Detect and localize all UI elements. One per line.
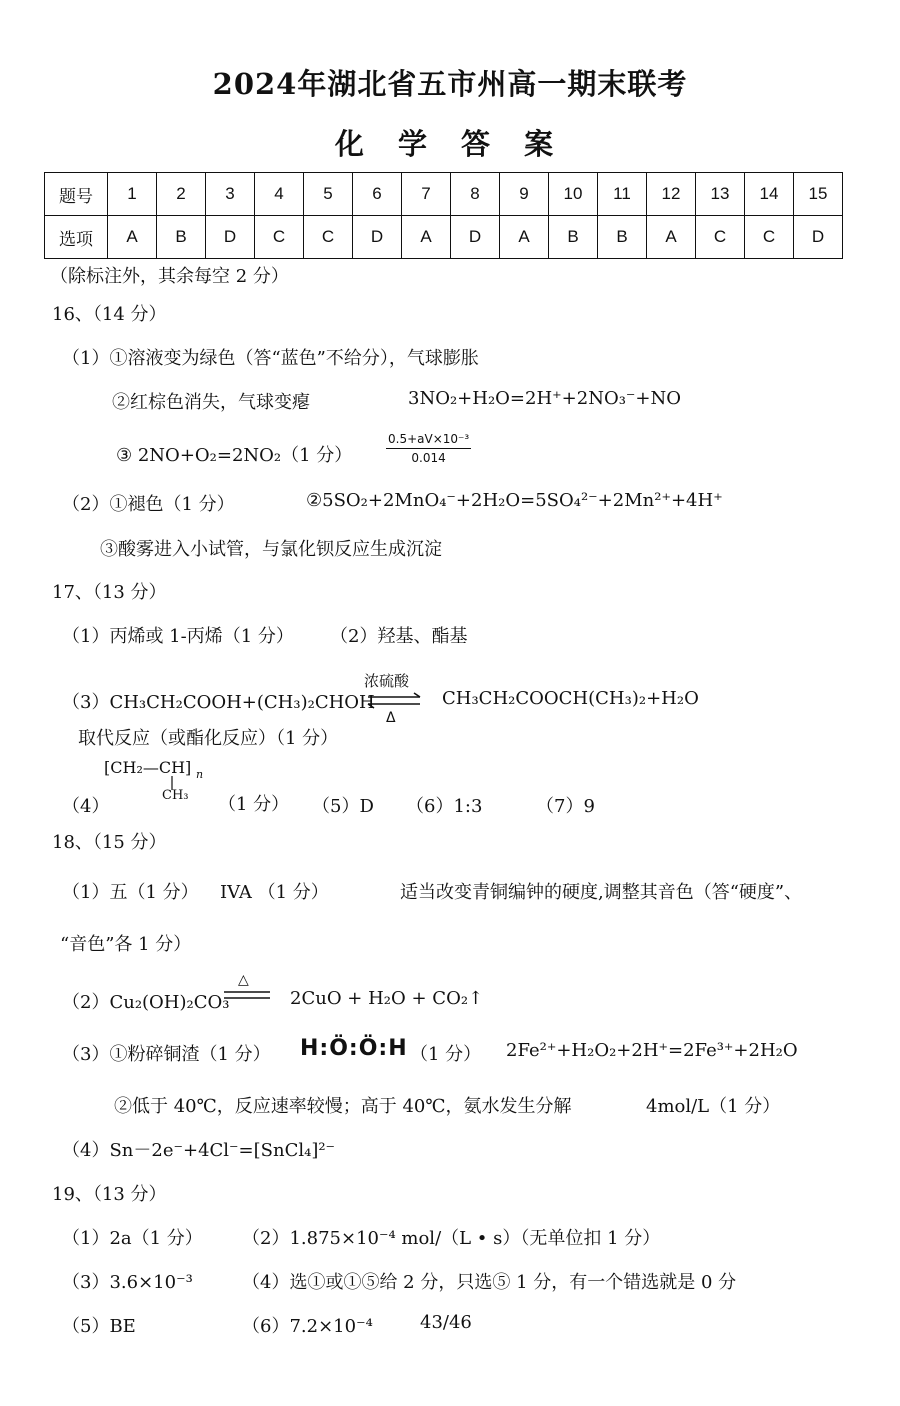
polymer-structure [104, 758, 214, 808]
fraction-denominator: 0.014 [411, 451, 446, 465]
q19-part3: （3）3.6×10⁻³ [62, 1272, 193, 1293]
table-cell: D [206, 216, 255, 259]
table-cell: 12 [647, 173, 696, 216]
q18-part2-products: 2CuO + H₂O + CO₂↑ [290, 988, 484, 1009]
q18-part4: （4）Sn－2e⁻+4Cl⁻=[SnCl₄]²⁻ [62, 1140, 336, 1161]
table-cell: 10 [549, 173, 598, 216]
table-cell: 14 [745, 173, 794, 216]
q16-heading: 16、（14 分） [52, 304, 167, 325]
q17-heading: 17、（13 分） [52, 582, 167, 603]
polymer-n: n [196, 768, 204, 781]
q18-part1-c: 适当改变青铜编钟的硬度,调整其音色（答“硬度”、 [400, 882, 803, 903]
q17-part4: （4） [62, 796, 110, 817]
polymer-methyl: CH₃ [162, 788, 189, 803]
table-cell: 3 [206, 173, 255, 216]
q18-part3-a: （3）①粉碎铜渣（1 分） [62, 1044, 271, 1065]
table-cell: C [745, 216, 794, 259]
table-cell: D [794, 216, 843, 259]
q19-heading: 19、（13 分） [52, 1184, 167, 1205]
table-cell: B [598, 216, 647, 259]
scoring-note: （除标注外，其余每空 2 分） [50, 266, 289, 287]
q16-equation-no2: 3NO₂+H₂O=2H⁺+2NO₃⁻+NO [408, 388, 682, 409]
q18-part3-c: 2Fe²⁺+H₂O₂+2H⁺=2Fe³⁺+2H₂O [506, 1040, 798, 1061]
q16-part1-1: （1）①溶液变为绿色（答“蓝色”不给分），气球膨胀 [62, 348, 479, 369]
q17-part4-points: （1 分） [218, 794, 290, 815]
table-cell: C [255, 216, 304, 259]
q18-part2-reactant: （2）Cu₂(OH)₂CO₃ [62, 992, 230, 1013]
table-cell: 11 [598, 173, 647, 216]
q17-part7: （7）9 [536, 796, 595, 817]
table-cell: 15 [794, 173, 843, 216]
q18-part1-b: IVA （1 分） [220, 882, 329, 903]
equilibrium-arrows-icon [364, 692, 424, 710]
table-cell: 5 [304, 173, 353, 216]
q18-part1-a: （1）五（1 分） [62, 882, 199, 903]
q19-part7: 43/46 [420, 1312, 472, 1333]
q17-part5: （5）D [312, 796, 374, 817]
q18-part3-b: （1 分） [410, 1044, 482, 1065]
h2o2-lewis-structure: H:Ö:Ö:H [300, 1036, 408, 1061]
equals-lines-icon [224, 990, 270, 1000]
q19-part4: （4）选①或①⑤给 2 分，只选⑤ 1 分，有一个错选就是 0 分 [242, 1272, 737, 1293]
q16-fraction [386, 432, 471, 465]
condition-heat: Δ [386, 710, 396, 726]
q16-part1-3: ③ 2NO+O₂=2NO₂（1 分） [116, 445, 353, 466]
table-cell: 6 [353, 173, 402, 216]
table-cell: A [500, 216, 549, 259]
table-cell: 1 [108, 173, 157, 216]
page-subtitle: 化 学 答 案 [334, 127, 566, 161]
q19-part6: （6）7.2×10⁻⁴ [242, 1316, 373, 1337]
table-row-answers [45, 216, 843, 259]
table-row-numbers [45, 173, 843, 216]
table-cell: B [157, 216, 206, 259]
q17-part3-reactants: （3）CH₃CH₂COOH+(CH₃)₂CHOH [62, 692, 375, 713]
heat-equals-sign [224, 972, 270, 1004]
table-cell: 8 [451, 173, 500, 216]
table-cell: D [451, 216, 500, 259]
row-label-answer: 选项 [45, 216, 108, 259]
table-cell: 9 [500, 173, 549, 216]
q18-part3-e: 4mol/L（1 分） [646, 1096, 781, 1117]
table-cell: C [696, 216, 745, 259]
table-cell: A [402, 216, 451, 259]
page-title: 2024年湖北省五市州高一期末联考 [212, 67, 688, 101]
q16-part1-2: ②红棕色消失，气球变瘪 [112, 392, 310, 413]
table-cell: B [549, 216, 598, 259]
table-cell: A [647, 216, 696, 259]
q19-part1: （1）2a（1 分） [62, 1228, 203, 1249]
row-label-number: 题号 [45, 173, 108, 216]
q16-part2-2: ②5SO₂+2MnO₄⁻+2H₂O=5SO₄²⁻+2Mn²⁺+4H⁺ [306, 490, 723, 511]
table-cell: 13 [696, 173, 745, 216]
condition-catalyst: 浓硫酸 [364, 672, 410, 690]
q18-part3-d: ②低于 40℃，反应速率较慢；高于 40℃，氨水发生分解 [114, 1096, 572, 1117]
q18-heading: 18、（15 分） [52, 832, 167, 853]
table-cell: 2 [157, 173, 206, 216]
table-cell: 7 [402, 173, 451, 216]
table-cell: 4 [255, 173, 304, 216]
q19-part5: （5）BE [62, 1316, 136, 1337]
q19-part2: （2）1.875×10⁻⁴ mol/（L • s）（无单位扣 1 分） [242, 1228, 661, 1249]
polymer-repeat-unit: [CH₂—CH] [104, 758, 192, 777]
table-cell: D [353, 216, 402, 259]
q16-part2-1: （2）①褪色（1 分） [62, 494, 235, 515]
q18-part1-d: “音色”各 1 分） [60, 934, 192, 955]
q17-part3-type: 取代反应（或酯化反应）（1 分） [78, 728, 339, 749]
fraction-numerator: 0.5+aV×10⁻³ [386, 432, 471, 449]
q17-part1: （1）丙烯或 1-丙烯（1 分） [62, 626, 294, 647]
q17-part2: （2）羟基、酯基 [330, 626, 468, 647]
heat-condition: △ [238, 972, 249, 988]
table-cell: A [108, 216, 157, 259]
q16-part2-3: ③酸雾进入小试管，与氯化钡反应生成沉淀 [100, 539, 442, 560]
q17-part6: （6）1:3 [406, 796, 483, 817]
table-cell: C [304, 216, 353, 259]
q17-part3-products: CH₃CH₂COOCH(CH₃)₂+H₂O [442, 688, 699, 709]
reversible-arrow [360, 670, 430, 734]
answer-table [44, 172, 843, 259]
